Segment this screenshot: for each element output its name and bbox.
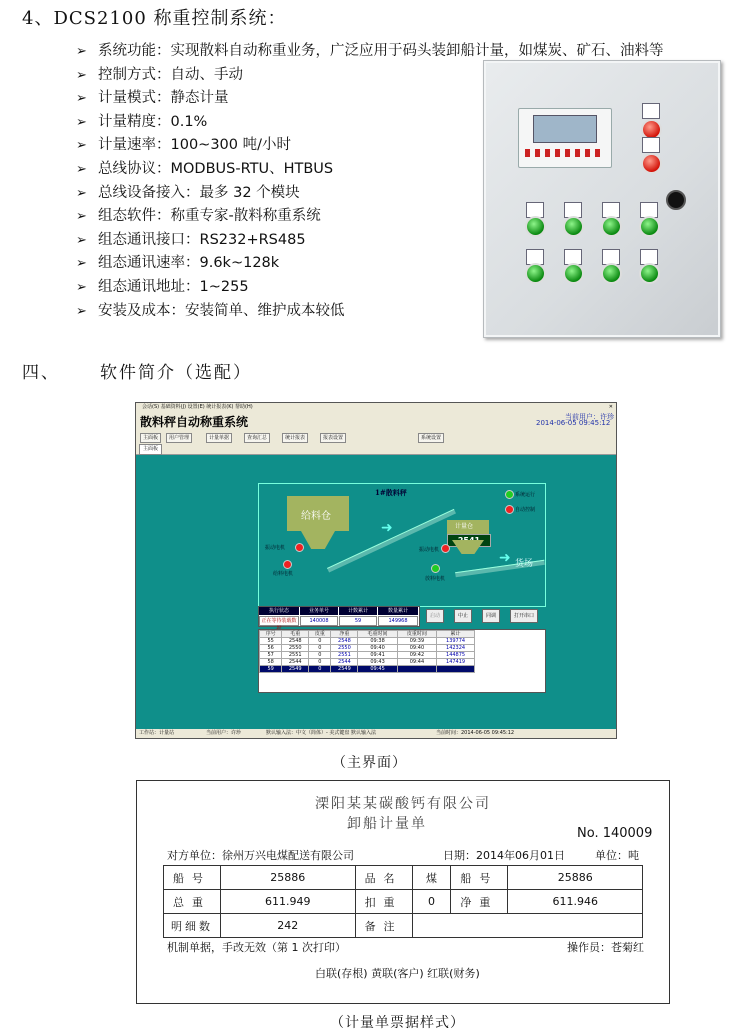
- abort-button[interactable]: 中止: [454, 609, 472, 623]
- feature-item: ➢ 系统功能：实现散料自动称重业务，广泛应用于码头装卸船计量，如煤炭、矿石、油料等: [76, 40, 664, 64]
- table-row: 明细数 242 备注: [164, 914, 643, 938]
- ticket-name: 卸船计量单: [347, 816, 427, 832]
- feature-item: ➢ 计量模式：静态计量: [76, 87, 664, 111]
- ticket-number: No. 140009: [577, 826, 653, 841]
- feature-item: ➢ 计量精度：0.1%: [76, 111, 664, 135]
- open-port-button[interactable]: 打开串口: [510, 609, 538, 623]
- label-system-run: 系统运行: [515, 492, 536, 498]
- tb-bill[interactable]: 计量单据: [206, 433, 232, 443]
- app-datetime: 2014-06-05 09:45:12: [536, 419, 611, 427]
- tab-main-panel[interactable]: 主面板: [139, 444, 162, 455]
- arrow-icon: ➢: [76, 303, 87, 319]
- green-lamp-icon: [525, 263, 546, 284]
- sync-button[interactable]: 同调: [482, 609, 500, 623]
- feature-item: ➢ 计量速率：100~300 吨/小时: [76, 134, 664, 158]
- feature-item: ➢ 组态通讯速率：9.6k~128k: [76, 252, 664, 276]
- status-dot-icon: [505, 490, 514, 499]
- selector-knob-icon: [666, 190, 686, 210]
- green-lamp-icon: [563, 216, 584, 237]
- table-row-selected[interactable]: 59 2549 0 2549 09:45: [260, 666, 475, 673]
- arrow-icon: ➢: [76, 185, 87, 201]
- status-dot-icon: [431, 564, 440, 573]
- label-discharge-motor: 放料电机: [425, 576, 446, 582]
- label-feed-motor: 给料电机: [273, 571, 294, 577]
- arrow-icon: ➢: [76, 161, 87, 177]
- arrow-icon: ➢: [76, 232, 87, 248]
- tb-report-setting[interactable]: 报表设置: [320, 433, 346, 443]
- ticket-unit: 单位：吨: [595, 849, 639, 862]
- green-lamp-icon: [601, 216, 622, 237]
- section-4-title: 4、DCS2100 称重控制系统：: [22, 8, 287, 29]
- arrow-icon: ➢: [76, 44, 87, 59]
- record-grid[interactable]: [258, 629, 546, 693]
- controller-keys: [525, 149, 605, 157]
- feed-silo-cone: [301, 531, 335, 549]
- red-lamp-icon: [641, 153, 662, 174]
- arrow-icon: ➢: [76, 256, 87, 272]
- green-lamp-icon: [601, 263, 622, 284]
- weigh-ticket: [136, 780, 670, 1004]
- feature-item: ➢ 控制方式：自动、手动: [76, 64, 664, 88]
- arrow-icon: ➢: [76, 138, 87, 154]
- toolbar: [136, 432, 616, 443]
- measure-silo-cone: [452, 540, 484, 554]
- app-user: 当前用户：许珍: [565, 413, 614, 421]
- label-vibrator-1: 振动电机: [265, 545, 286, 551]
- tb-report[interactable]: 统计报表: [282, 433, 308, 443]
- status-summary: 执行状态 业务单号 计数累计 数量累计 正在等待装载数 140008 59 149968: [258, 606, 420, 627]
- section-software-heading: 四、 软件简介（选配）: [22, 363, 252, 383]
- feature-item: ➢ 组态软件：称重专家-散料称重系统: [76, 205, 664, 229]
- label-auto-control: 自动控制: [515, 507, 536, 513]
- arrow-icon: ➢: [76, 91, 87, 107]
- green-lamp-icon: [525, 216, 546, 237]
- tb-main-panel[interactable]: 主面板: [140, 433, 161, 443]
- scale-title: 1#散料秤: [375, 488, 407, 497]
- arrow-icon: ➢: [76, 67, 87, 83]
- caption-main-screen: （主界面）: [332, 755, 407, 771]
- weighing-controller: [518, 108, 612, 168]
- control-cabinet-photo: [483, 60, 721, 338]
- status-dot-icon: [295, 543, 304, 552]
- controller-lcd: [533, 115, 597, 143]
- grid-header: 序号 毛重 皮重 净重 毛重时间 皮重时间 累计: [260, 631, 475, 638]
- menu-bar: 会话(S) 基础资料(J) 设置(E) 统计报表(K) 帮助(H) ✕: [136, 403, 616, 412]
- feed-silo: 给料仓: [287, 496, 349, 531]
- tb-user-manage[interactable]: 用户管理: [166, 433, 192, 443]
- status-dot-icon: [441, 544, 450, 553]
- arrow-icon: ➢: [76, 209, 87, 225]
- green-lamp-icon: [563, 263, 584, 284]
- tb-query[interactable]: 查询汇总: [244, 433, 270, 443]
- table-row: 总重 611.949 扣重 0 净重 611.946: [164, 890, 643, 914]
- table-row[interactable]: 57 2551 0 2551 09:41 09:42 144875: [260, 652, 475, 659]
- table-row[interactable]: 58 2544 0 2544 09:43 09:44 147419: [260, 659, 475, 666]
- ticket-copies: 白联(存根) 黄联(客户) 红联(财务): [315, 967, 480, 980]
- start-button[interactable]: 启动: [426, 609, 444, 623]
- table-row[interactable]: 55 2548 0 2548 09:38 09:39 139774: [260, 638, 475, 645]
- green-lamp-icon: [639, 263, 660, 284]
- ticket-footer-note: 机制单据，手改无效（第 1 次打印）: [167, 941, 346, 954]
- ticket-counterparty: 对方单位：徐州万兴电煤配送有限公司: [167, 849, 354, 862]
- meter-icon: [642, 103, 660, 119]
- label-vibrator-2: 振动电机: [419, 547, 440, 553]
- flow-arrow-icon: ➜: [381, 520, 393, 536]
- feature-item: ➢ 组态通讯地址：1~255: [76, 276, 664, 300]
- goods-yard-label: 货场: [515, 559, 534, 569]
- table-row[interactable]: 56 2550 0 2550 09:40 09:40 142324: [260, 645, 475, 652]
- caption-ticket: （计量单票据样式）: [330, 1015, 465, 1031]
- status-dot-icon: [505, 505, 514, 514]
- arrow-icon: ➢: [76, 114, 87, 130]
- feature-item: ➢ 组态通讯接口：RS232+RS485: [76, 229, 664, 253]
- feature-item: ➢ 总线协议：MODBUS-RTU、HTBUS: [76, 158, 664, 182]
- status-bar: 工作站：计量站 当前用户：许珍 默认输入法：中文（简体）- 美式键盘 默认输入法 当前时间：2014-06-05 09:45:12: [136, 729, 616, 738]
- feature-item: ➢ 安装及成本：安装简单、维护成本较低: [76, 300, 664, 324]
- process-mimic: [258, 483, 546, 607]
- ticket-company: 溧阳某某碳酸钙有限公司: [315, 796, 491, 812]
- tab-bar: [136, 443, 616, 455]
- table-row: 船号 25886 品名 煤 船号 25886: [164, 866, 643, 890]
- ticket-table: [163, 865, 643, 938]
- software-window: [135, 402, 617, 739]
- app-title: 散料秤自动称重系统: [140, 415, 249, 429]
- ticket-date: 日期：2014年06月01日: [443, 849, 565, 862]
- flow-arrow-icon: ➜: [499, 550, 511, 566]
- tb-system-setting[interactable]: 系统设置: [418, 433, 444, 443]
- status-dot-icon: [283, 560, 292, 569]
- arrow-icon: ➢: [76, 279, 87, 295]
- app-header: [136, 412, 616, 432]
- green-lamp-icon: [639, 216, 660, 237]
- measure-silo: 计量仓: [447, 520, 489, 540]
- meter-icon: [642, 137, 660, 153]
- ticket-operator: 操作员：苍菊红: [567, 941, 644, 954]
- close-icon[interactable]: ✕: [608, 404, 613, 410]
- feature-item: ➢ 总线设备接入：最多 32 个模块: [76, 182, 664, 206]
